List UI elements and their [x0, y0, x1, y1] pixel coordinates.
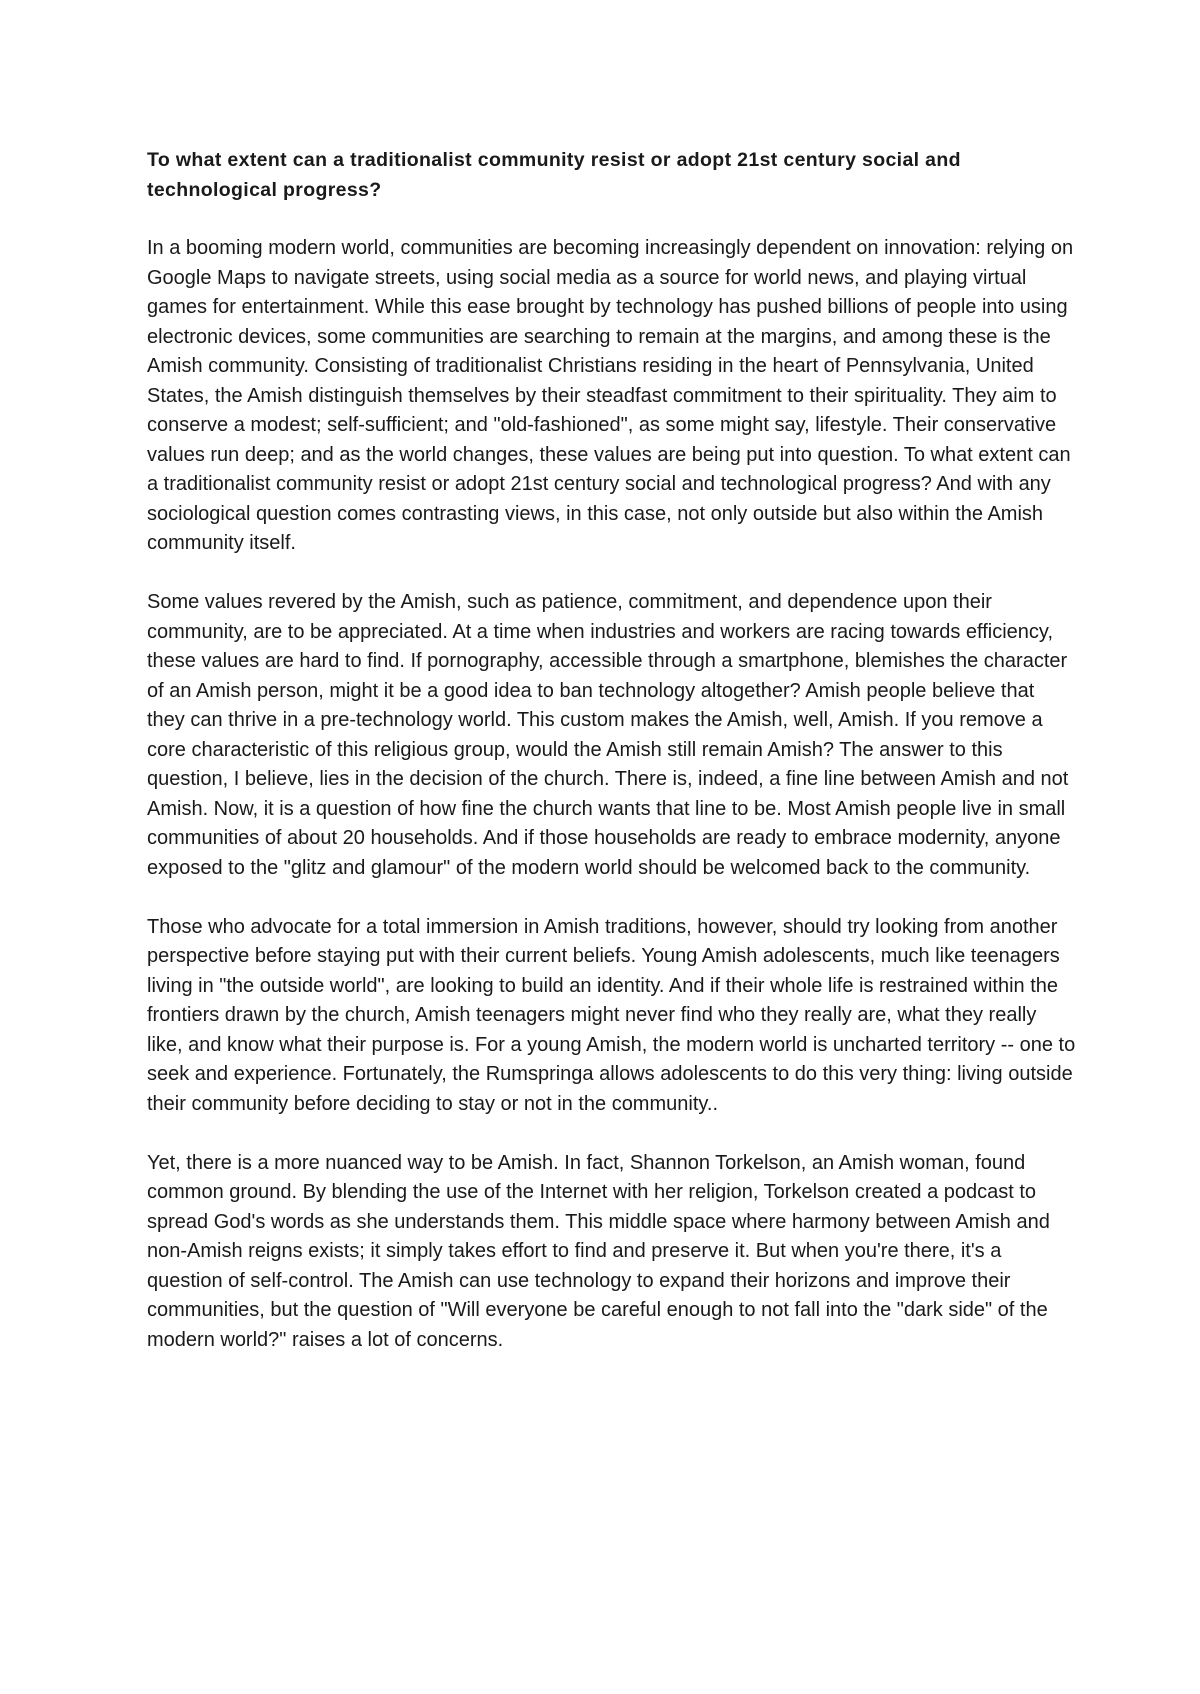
paragraph-counter-perspective: Those who advocate for a total immersion in Amish traditions, however, should try looking from another perspective before staying put with their current beliefs. Young Amish adolescents, much like teenagers living in "the outside world", are looking to build an identity. And if their whole life is restrained within the frontiers drawn by the church, Amish teenagers might never find who they really are, what they really like, and know what their purpose is. For a young Amish, the modern world is uncharted territory -- one to seek and experience. Fortunately, the Rumspringa allows adolescents to do this very thing: living outside their community before deciding to stay or not in the community..	[147, 915, 1076, 1115]
essay-title: To what extent can a traditionalist community resist or adopt 21st century social and technological progress?	[147, 149, 961, 201]
paragraph-nuanced-way: Yet, there is a more nuanced way to be Amish. In fact, Shannon Torkelson, an Amish woman, found common ground. By blending the use of the Internet with her religion, Torkelson created a podcast to spread God's words as she understands them. This middle space where harmony between Amish and non-Amish reigns exists; it simply takes effort to find and preserve it. But when you're there, it's a question of self-control. The Amish can use technology to expand their horizons and improve their communities, but the question of "Will everyone be careful enough to not fall into the "dark side" of the modern world?" raises a lot of concerns.	[147, 1151, 1050, 1351]
paragraph-amish-values: Some values revered by the Amish, such as patience, commitment, and dependence upon their community, are to be appreciated. At a time when industries and workers are racing towards efficiency, these values are hard to find. If pornography, accessible through a smartphone, blemishes the character of an Amish person, might it be a good idea to ban technology altogether? Amish people believe that they can thrive in a pre-technology world. This custom makes the Amish, well, Amish. If you remove a core characteristic of this religious group, would the Amish still remain Amish? The answer to this question, I believe, lies in the decision of the church. There is, indeed, a fine line between Amish and not Amish. Now, it is a question of how fine the church wants that line to be. Most Amish people live in small communities of about 20 households. And if those households are ready to embrace modernity, anyone exposed to the "glitz and glamour" of the modern world should be welcomed back to the community.	[147, 591, 1069, 879]
document-body	[147, 146, 1077, 1385]
paragraph-introduction: In a booming modern world, communities are becoming increasingly dependent on innovation: relying on Google Maps to navigate streets, using social media as a source for world news, and playing virtual games for entertainment. While this ease brought by technology has pushed billions of people into using electronic devices, some communities are searching to remain at the margins, and among these is the Amish community. Consisting of traditionalist Christians residing in the heart of Pennsylvania, United States, the Amish distinguish themselves by their steadfast commitment to their spirituality. They aim to conserve a modest; self-sufficient; and "old-fashioned", as some might say, lifestyle. Their conservative values run deep; and as the world changes, these values are being put into question. To what extent can a traditionalist community resist or adopt 21st century social and technological progress? And with any sociological question comes contrasting views, in this case, not only outside but also within the Amish community itself.	[147, 237, 1074, 554]
